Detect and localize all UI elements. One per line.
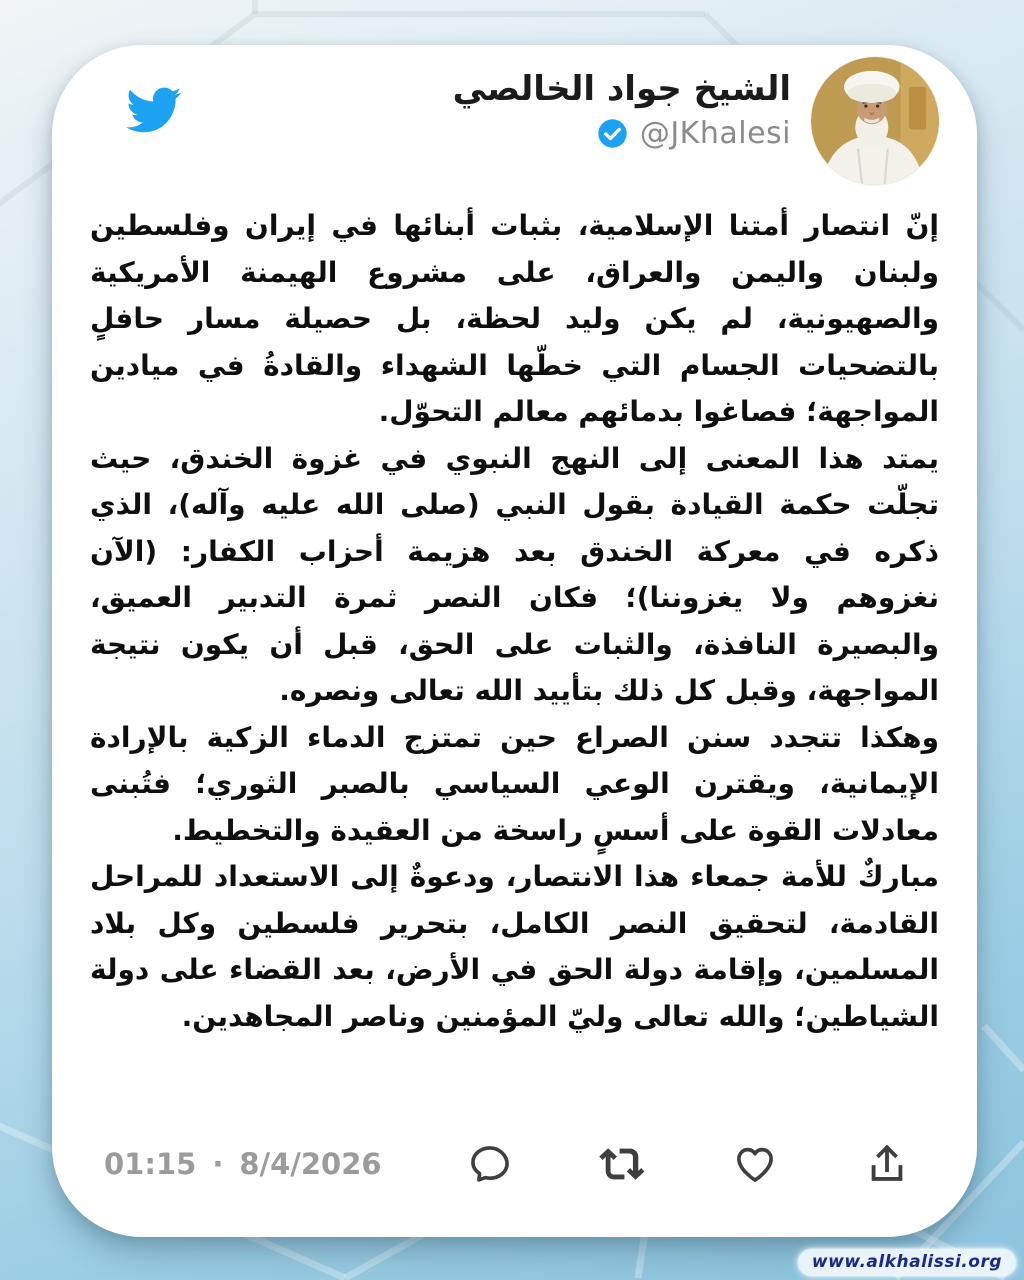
twitter-bird-logo — [118, 81, 188, 139]
tweet-card — [52, 45, 977, 1237]
reply-button[interactable] — [466, 1140, 514, 1188]
account-display-name: الشيخ جواد الخالصي — [452, 69, 791, 109]
retweet-icon — [599, 1141, 645, 1187]
watermark: www.alkhalissi.org — [798, 1249, 1016, 1276]
share-button[interactable] — [863, 1140, 911, 1188]
account-block — [453, 57, 939, 185]
account-names — [453, 57, 791, 151]
like-button[interactable] — [731, 1140, 779, 1188]
share-icon — [864, 1141, 910, 1187]
tweet-footer — [90, 1123, 939, 1211]
tweet-text-paragraph: وهكذا تتجدد سنن الصراع حين تمتزج الدماء الزكية بالإرادة الإيمانية، ويقترن الوعي السياسي بالصبر الثوري؛ فتُبنى معادلات القوة على أسسٍ راسخة من العقيدة والتخطيط. — [90, 720, 939, 847]
avatar-image — [811, 57, 939, 185]
tweet-text-paragraph: مباركٌ للأمة جمعاء هذا الانتصار، ودعوةٌ إلى الاستعداد للمراحل القادمة، لتحقيق النصر الكامل، بتحرير فلسطين وكل بلاد المسلمين، وإقامة دولة الحق في الأرض، بعد القضاء على دولة الشياطين؛ والله تعالى وليّ المؤمنين وناصر المجاهدين. — [90, 860, 939, 1033]
tweet-text-paragraph: إنّ انتصار أمتنا الإسلامية، بثبات أبنائها في إيران وفلسطين ولبنان واليمن والعراق، على مشروع الهيمنة الأمريكية والصهيونية، لم يكن وليد لحظة، بل حصيلة مسار حافلٍ بالتضحيات الجسام التي خطّها الشهداء والقادةُ في ميادين المواجهة؛ فصاغوا بدمائهم معالم التحوّل. — [90, 209, 939, 428]
tweet-text-paragraph: يمتد هذا المعنى إلى النهج النبوي في غزوة الخندق، حيث تجلّت حكمة القيادة بقول النبي (صلى الله عليه وآله)، الذي ذكره في معركة الخندق بعد هزيمة أحزاب الكفار: (الآن نغزوهم ولا يغزوننا)؛ فكان النصر ثمرة التدبير العميق، والبصيرة النافذة، والثبات على الحق، قبل أن يكون نتيجة المواجهة، وقبل كل ذلك بتأييد الله تعالى ونصره. — [90, 441, 939, 707]
avatar[interactable] — [811, 57, 939, 185]
tweet-header — [90, 45, 939, 201]
timestamp-time: 01:15 — [104, 1147, 197, 1181]
verified-badge-icon — [597, 118, 628, 149]
reply-icon — [467, 1141, 513, 1187]
tweet-text — [90, 201, 939, 1123]
timestamp — [104, 1147, 382, 1181]
heart-icon — [732, 1141, 778, 1187]
account-handle[interactable]: @JKhalesi — [639, 116, 791, 152]
timestamp-date: 8/4/2026 — [239, 1147, 382, 1181]
retweet-button[interactable] — [598, 1140, 646, 1188]
handle-row — [597, 116, 791, 151]
timestamp-separator: · — [212, 1147, 224, 1181]
